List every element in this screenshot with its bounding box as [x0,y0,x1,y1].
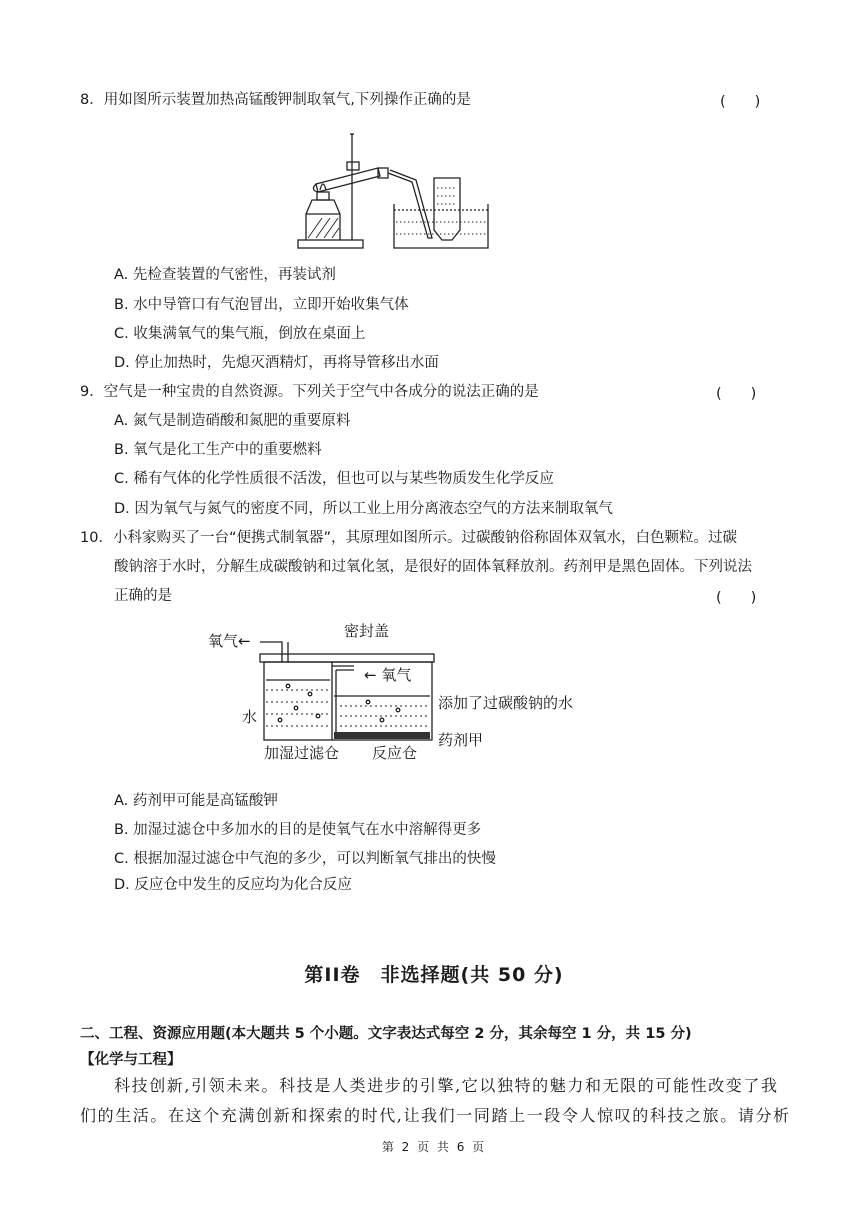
label-seal-cover: 密封盖 [344,622,390,640]
q9-stem: 9．空气是一种宝贵的自然资源。下列关于空气中各成分的说法正确的是 [80,384,539,400]
q10-stem-line2: 酸钠溶于水时，分解生成碳酸钠和过氧化氢，是很好的固体氧释放剂。药剂甲是黑色固体。下列说法 [114,559,752,575]
subsection-chem-engineering: 【化学与工程】 [80,1052,182,1068]
paragraph-line1: 科技创新,引领未来。科技是人类进步的引擎,它以独特的魅力和无限的可能性改变了我 [114,1076,779,1095]
q9-option-b: B. 氧气是化工生产中的重要燃料 [114,442,322,458]
page-footer: 第 2 页 共 6 页 [381,1140,487,1154]
q9-option-d: D. 因为氧气与氮气的密度不同，所以工业上用分离液态空气的方法来制取氧气 [114,501,613,517]
label-reaction-chamber: 反应仓 [372,744,418,762]
q10-stem-line1: 10．小科家购买了一台“便携式制氧器”，其原理如图所示。过碳酸钠俗称固体双氧水，白色颗粒。过碳 [80,530,737,546]
q9-option-c: C. 稀有气体的化学性质很不活泼，但也可以与某些物质发生化学反应 [114,471,554,487]
label-humidify-chamber: 加湿过滤仓 [264,744,340,762]
label-agent-jia: 药剂甲 [438,731,484,749]
q10-option-b: B. 加湿过滤仓中多加水的目的是使氧气在水中溶解得更多 [114,822,482,838]
q10-stem-line3: 正确的是 [114,588,172,604]
q8-option-b: B. 水中导管口有气泡冒出，立即开始收集气体 [114,297,409,313]
label-water: 水 [242,708,258,726]
label-oxygen-outlet: 氧气← [208,632,251,650]
q10-option-a: A. 药剂甲可能是高锰酸钾 [114,793,278,809]
q10-answer-paren: ( ) [716,590,757,606]
q8-apparatus-figure [292,130,492,258]
q8-answer-paren: ( ) [720,94,761,110]
q9-option-a: A. 氮气是制造硝酸和氮肥的重要原料 [114,413,351,429]
q8-stem: 8．用如图所示装置加热高锰酸钾制取氧气,下列操作正确的是 [80,92,471,108]
q8-option-c: C. 收集满氧气的集气瓶，倒放在桌面上 [114,326,366,342]
q8-option-d: D. 停止加热时，先熄灭酒精灯，再将导管移出水面 [114,355,439,371]
q10-option-c: C. 根据加湿过滤仓中气泡的多少，可以判断氧气排出的快慢 [114,851,496,867]
q9-answer-paren: ( ) [716,386,757,402]
label-oxygen-inlet: ← 氧气 [364,666,412,684]
paragraph-line2: 们的生活。在这个充满创新和探索的时代,让我们一同踏上一段令人惊叹的科技之旅。请分析 [80,1106,791,1125]
section-two-heading: 二、工程、资源应用题(本大题共 5 个小题。文字表达式每空 2 分，其余每空 1 分，共 15 分) [80,1026,692,1042]
label-water-with-percarbonate: 添加了过碳酸钠的水 [438,694,574,712]
part2-title: 第II卷 非选择题(共 50 分) [304,964,564,986]
q10-oxygen-generator-diagram [258,640,438,744]
q10-option-d: D. 反应仓中发生的反应均为化合反应 [114,877,352,893]
q8-option-a: A. 先检查装置的气密性，再装试剂 [114,267,336,283]
